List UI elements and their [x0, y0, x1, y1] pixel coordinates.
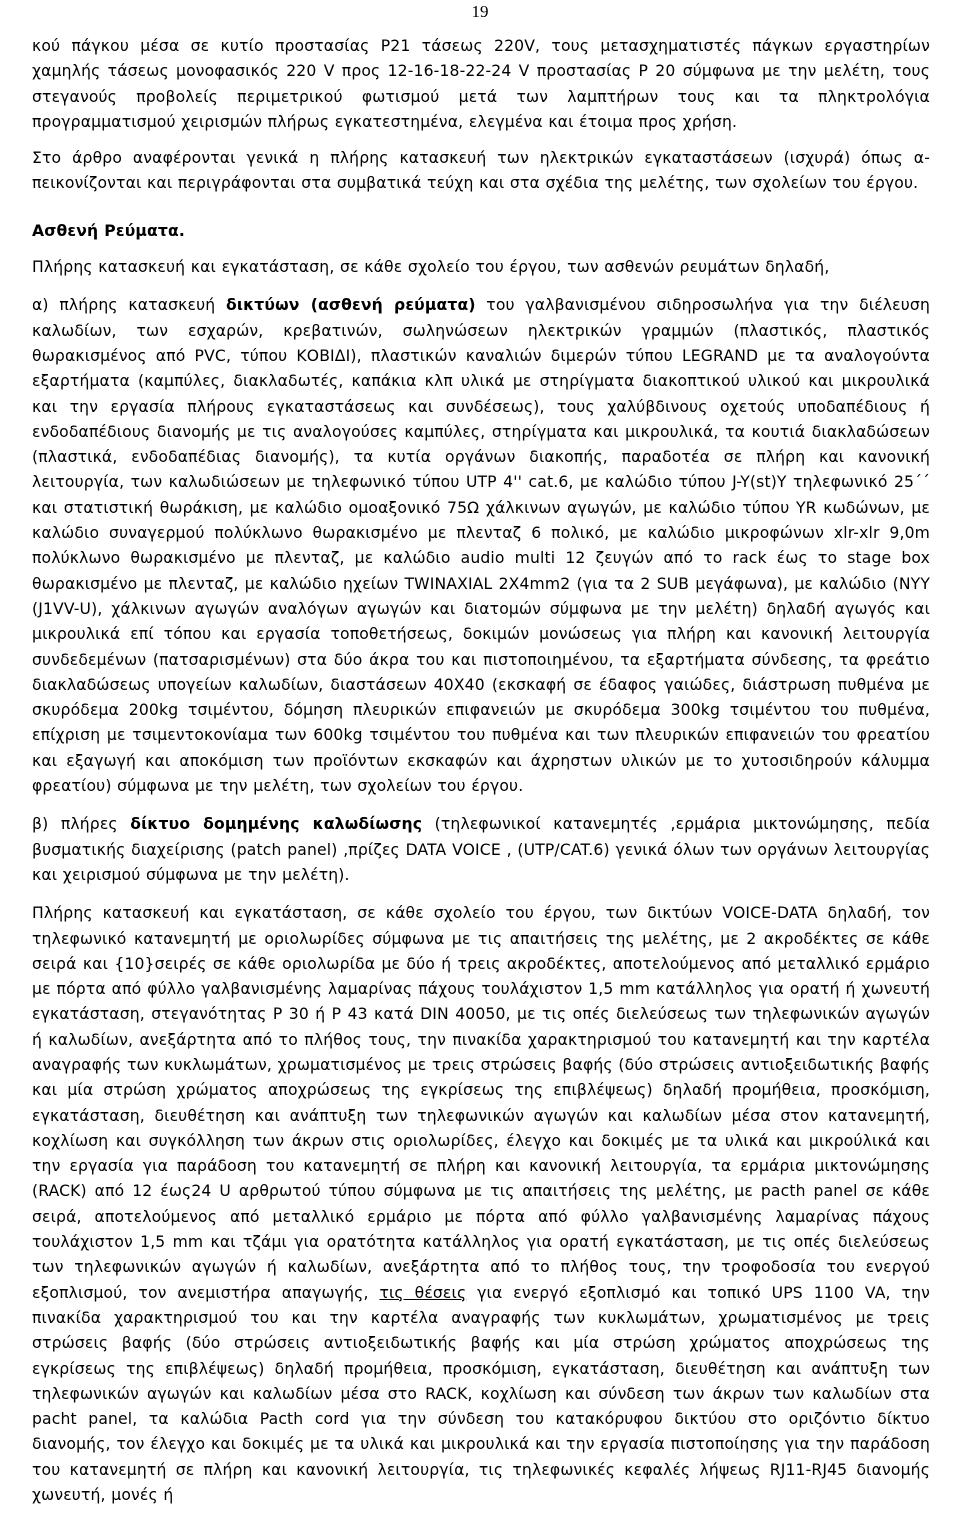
list-item-b — [32, 812, 930, 888]
list-item-b-text: (τηλεφωνικοί κατανεμητές ,ερμάρια μικτονώμησης, πεδία βυσματικής διαχείρισης (patch panel) ,πρίζες DATA VOICE , (UTP/CAT.6) γενικά όλων των οργάνων λειτουργίας και χειρισμού σύμφωνα με την μελέτη). — [32, 815, 930, 884]
list-item-a-bold-term: δικτύων (ασθενή ρεύματα) — [225, 296, 476, 315]
list-item-a — [32, 293, 930, 799]
list-item-b-bold-term: δίκτυο δομημένης καλωδίωσης — [130, 815, 423, 834]
paragraph-intro-continuation: κού πάγκου μέσα σε κυτίο προστασίας P21 τάσεως 220V, τους μετασχηματιστές πάγκων εργαστηρίων χαμηλής τάσεως μονοφασικός 220 V προς 12-16-18-22-24 V προστασίας P 20 σύμφωνα με την μελέτη, τους στεγανούς προβολείς περιμετρικού φωτισμού μετά των λαμπτήρων τους και τα πληκτρολόγια προγραμματισμού χειρισμών πλήρως εγκατεστημένα, ελεγμένα και έτοιμα προς χρήση. — [32, 37, 930, 131]
paragraph-article-scope: Στο άρθρο αναφέρονται γενικά η πλήρης κατασκευή των ηλεκτρικών εγκαταστάσεων (ισχυρά) όπως α-πεικονίζονται και περιγράφονται στα συμβατικά τεύχη και στα σχέδια της μελέτης, των σχολείων του έργου. — [32, 149, 930, 193]
document-body — [32, 34, 930, 1508]
list-item-b-lead: β) πλήρες — [32, 815, 131, 834]
paragraph-weak-currents-intro: Πλήρης κατασκευή και εγκατάσταση, σε κάθε σχολείο του έργου, των ασθενών ρευμάτων δηλαδή, — [32, 258, 830, 277]
paragraph-voice-data-text-a: Πλήρης κατασκευή και εγκατάσταση, σε κάθε σχολείο του έργου, των δικτύων VOICE-DATA δηλαδή, τον τηλεφωνικό κατανεμητή με οριολωρίδες σύμφωνα με τις απαιτήσεις της μελέτης, με 2 ακροδέκτες σε κάθε σειρά και {10}σειρές σε κάθε οριολωρίδα με δύο ή τρεις ακροδέκτες, αποτελούμενος από μεταλλικό ερμάριο με πόρτα από φύλλο γαλβανισμένης λαμαρίνας πάχους τουλάχιστον 1,5 mm κατάλληλος για ορατή ή χωνευτή εγκατάσταση, στεγανότητας P 30 ή P 43 κατά DIN 40050, με τις οπές διελεύσεως των τηλεφωνικών αγωγών ή καλωδίων, ανεξάρτητα από το πλήθος τους, την πινακίδα χαρακτηρισμού του κατανεμητή και την καρτέλα αναγραφής των κυκλωμάτων, χρωματισμένος με τρεις στρώσεις βαφής (δύο στρώσεις αντιοξειδωτικής βαφής και μία στρώση χρώματος αποχρώσεως της εγκρίσεως της επιβλέψεως) δηλαδή προμήθεια, προσκόμιση, εγκατάσταση, διευθέτηση και ανάπτυξη των τηλεφωνικών αγωγών και καλωδίων μέσα στον κατανεμητή, κοχλίωση και συγκόλληση των άκρων στις οριολωρίδες, έλεγχο και δοκιμές με τα υλικά και μικρούλικά και την εργασία για παράδοση του κατανεμητή σε πλήρη και κανονική λειτουργία, τα ερμάρια μικτονώμησης (RACK) από 12 έως24 U αρθρωτού τύπου σύμφωνα με τις απαιτήσεις της μελέτης, με pacth panel σε κάθε σειρά, αποτελούμενος από μεταλλικό ερμάριο με πόρτα από φύλλο γαλβανισμένης λαμαρίνας πάχους τουλάχιστον 1,5 mm και τζάμι για ορατότητα κατάλληλος για ορατή εγκατάσταση, με τις οπές διελεύσεως των τηλεφωνικών αγωγών ή καλωδίων, ανεξάρτητα από το πλήθος τους, την τροφοδοσία του ενεργού εξοπλισμού, τον ανεμιστήρα απαγωγής, — [32, 904, 930, 1302]
list-item-a-text: του γαλβανισμένου σιδηροσωλήνα για την διέλευση καλωδίων, των εσχαρών, κρεβατινών, σωληνώσεων ηλεκτρικών γραμμών (πλαστικός, πλαστικός θωρακισμένος από PVC, τύπου ΚΟΒΙΔΙ), πλαστικών καναλιών διμερών τύπου LEGRAND με τα αναλογούντα εξαρτήματα (καμπύλες, διακλαδωτές, καπάκια κλπ υλικά με στηρίγματα διακοπτικού υλικού και μικρουλικά και την εργασία πλήρους εγκαταστάσεως και συνδέσεως), τους χαλύβδινους οχετούς υποδαπέδιους ή ενδοδαπέδιους διανομής με τις αναλογούσες καμπύλες, στηρίγματα και μικρουλικά, τα κουτιά διακλαδώσεων (πλαστικά, ενδοδαπέδιας διανομής), τα κυτία οργάνων διακοπής, παραδοτέα σε πλήρη και κανονική λειτουργία, των καλωδιώσεων με τηλεφωνικό τύπου UTP 4'' cat.6, με καλώδιο τύπου J-Y(st)Y τηλεφωνικό 25΄΄ και στατιστική θωράκιση, με καλώδιο ομοαξονικό 75Ω χάλκινων αγωγών, με καλώδιο τύπου YR κωδώνων, με καλώδιο συναγερμού πολύκλωνο θωρακισμένο με πλενταζ 6 πολικό, με καλώδιο μικροφώνων xlr-xlr 9,0m πολύκλωνο θωρακισμένο με πλενταζ, με καλώδιο audio multi 12 ζευγών από το rack έως το stage box θωρακισμένο με πλενταζ, με καλώδιο ηχείων TWINAXIAL 2X4mm2 (για τα 2 SUB μεγάφωνα), με καλώδιο (NYY (J1VV-U), χάλκινων αγωγών αναλόγων αγωγών και διατομών σύμφωνα με την μελέτη) δηλαδή αγωγός και μικρουλικά επί τόπου και εργασία τοποθετήσεως, δοκιμών μονώσεως για πλήρη και κανονική λειτουργία συνδεδεμένων (πατσαρισμένων) στα δύο άκρα του και πιστοποιημένου, τα εξαρτήματα σύνδεσης, τα φρεάτιο διακλαδώσεως υπογείων καλωδίων, διαστάσεων 40X40 (εκσκαφή σε έδαφος γαιώδες, διάστρωση πυθμένα με σκυρόδεμα 200kg τσιμέντου, δόμηση πλευρικών επιφανειών με σκυρόδεμα 300kg τσιμέντου του πυθμένα, επίχριση με τσιμεντοκονίαμα των 600kg τσιμέντου του πυθμένα και των πλευρικών επιφανειών του φρεατίου και εξαγωγή και αποκόμιση των προϊόντων εκσκαφών και άχρηστων υλικών με το χυτοσιδηρούν κάλυμμα φρεατίου) σύμφωνα με την μελέτη, των σχολείων του έργου. — [32, 296, 930, 796]
page-number: 19 — [471, 2, 489, 21]
paragraph-voice-data-text-b: για ενεργό εξοπλισμό και τοπικό UPS 1100 VA, την πινακίδα χαρακτηρισμού του και την καρτέλα αναγραφής των κυκλωμάτων, χρωματισμένος με τρεις στρώσεις βαφής (δύο στρώσεις αντιοξειδωτικής βαφής και μία στρώση χρώματος αποχρώσεως της εγκρίσεως της επιβλέψεως) δηλαδή προμήθεια, προσκόμιση, εγκατάσταση, διευθέτηση και ανάπτυξη των τηλεφωνικών αγωγών και καλωδίων μέσα στο RACK, κοχλίωση και σύνδεση των άκρων των καλωδίων στα pacht panel, τα καλώδια Pacth cord για την σύνδεση του κατακόρυφου δικτύου στο οριζόντιο δίκτυο διανομής, τον έλεγχο και δοκιμές με τα υλικά και μικρουλικά και την εργασία πιστοποίησης για την παράδοση του κατανεμητή σε πλήρη και κανονική λειτουργία, τις τηλεφωνικές κεφαλές λήψεως RJ11-RJ45 διανομής χωνευτή, μονές ή — [32, 1283, 930, 1505]
underlined-phrase: τις θέσεις — [379, 1283, 467, 1302]
section-heading-weak-currents: Ασθενή Ρεύματα. — [32, 221, 185, 240]
list-item-a-lead: α) πλήρης κατασκευή — [32, 296, 226, 315]
paragraph-voice-data — [32, 901, 930, 1508]
